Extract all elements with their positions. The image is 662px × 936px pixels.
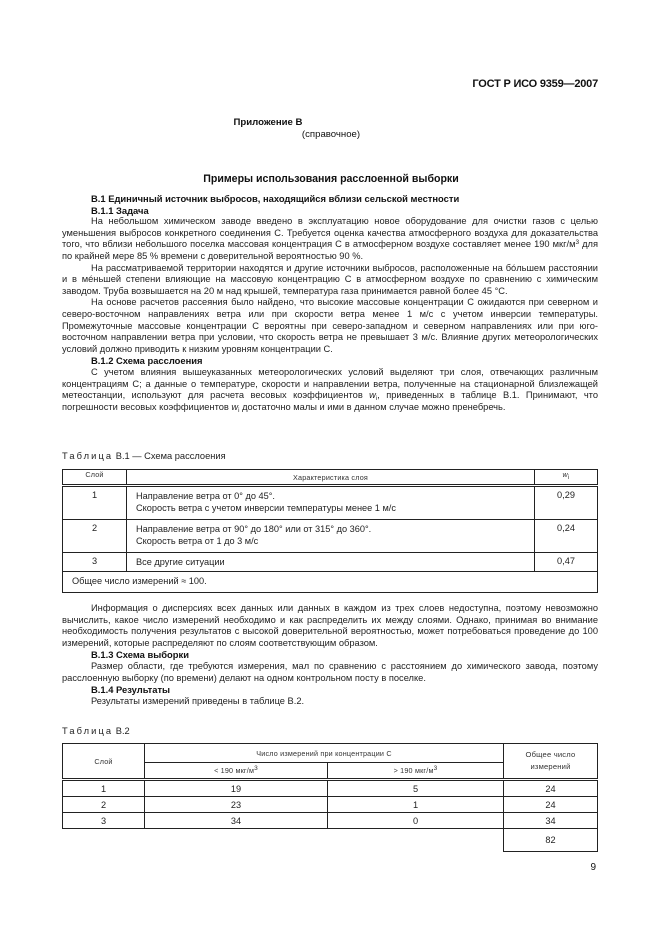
col-header-layer: Слой bbox=[63, 470, 127, 486]
paragraph: На небольшом химическом заводе введено в эксплуатацию новое оборудование для очистки газов с целью уменьшения выбросов конкретного соединения С. Требуется оценка качества атмосферного воздуха для доказательства того, что вблизи небольшого поселка массовая концентрация С в атмосферном воздухе составляет менее 190 мкг/$м^3$ для по крайней мере 85 % времени с доверительной вероятностью 90 %. bbox=[62, 216, 599, 261]
section-heading-b1: B.1 Единичный источник выбросов, находящийся вблизи сельской местности bbox=[91, 193, 460, 204]
paragraph: Информация о дисперсиях всех данных или данных в каждом из трех слоев недоступна, поэтому невозможно вычислить, какое число измерений необходимо и как распределить их между слоями. Однако, принимая во внимание необходимость получения результатов с высокой доверительной вероятностью, может потребоваться проведение до 100 измерений, которые распределяют по слоям соответствующим образом. bbox=[62, 603, 598, 648]
col-header-total: Общее число измерений bbox=[504, 744, 598, 780]
table-row: 2 Направление ветра от 90° до 180° или от 315° до 360°. Скорость ветра от 1 до 3 м/с 0,24 bbox=[63, 520, 598, 553]
section-b13-b14 bbox=[62, 603, 598, 707]
table-footer-row: Общее число измерений ≈ 100. bbox=[63, 572, 598, 593]
grand-total-row bbox=[63, 829, 598, 852]
running-header: ГОСТ Р ИСО 9359—2007 bbox=[472, 78, 598, 90]
paragraph: На основе расчетов рассеяния было найдено, что высокие массовые концентрации С ожидаются при северном и северо-восточном направлениях ветра или при скорости ветра менее 1 м/с с учетом инверсии температуры. Промежуточные массовые концентрации С вероятны при северо-западном и северном направлениях или при юго-восточном направлении ветра при условии, что скорость ветра не превышает 3 м/с. Влияние других метеорологических условий должно приводить к низким уровням концентрации С. bbox=[62, 297, 598, 354]
paragraph: Результаты измерений приведены в таблице B.2. bbox=[91, 695, 305, 706]
col-header-weight: $w_i$ bbox=[535, 470, 598, 486]
col-header-lt-190: < 190 мкг/$м^3$ bbox=[145, 763, 328, 780]
subsection-heading-b11: B.1.1 Задача bbox=[91, 204, 149, 216]
paragraph: С учетом влияния вышеуказанных метеорологических условий выделяют три слоя, отвечающих различным концентрациям С; а данные о температуре, скорости и направлении ветра, полученные на стационарной близлежащей метеостанции, используют для расчета весовых коэффициентов $w_i$, приведенных в таблице B.1. Принимают, что погрешности весовых коэффициентов $w_i$ достаточно малы и ими в данном случае можно пренебречь. bbox=[62, 366, 598, 414]
table-b2 bbox=[62, 743, 598, 852]
col-header-gt-190: > 190 мкг/$м^3$ bbox=[328, 763, 504, 780]
col-header-description: Характеристика слоя bbox=[127, 470, 535, 486]
annex-title: Приложение B bbox=[233, 117, 303, 128]
page-title: Примеры использования расслоенной выборки bbox=[203, 173, 459, 185]
table-row: 1 Направление ветра от 0° до 45°. Скорость ветра с учетом инверсии температуры менее 1 м/с 0,29 bbox=[63, 486, 598, 520]
annex-status: (справочное) bbox=[301, 129, 361, 140]
table-row: 2 23 1 24 bbox=[63, 797, 598, 813]
page-number: 9 bbox=[590, 862, 596, 873]
col-header-layer: Слой bbox=[63, 744, 145, 780]
subsection-heading-b14: B.1.4 Результаты bbox=[91, 684, 171, 696]
table-b2-caption: Таблица B.2 bbox=[62, 726, 130, 736]
paragraph: На рассматриваемой территории находятся и другие источники выбросов, расположенные на бóльшем расстоянии и в мéньшей степени влияющие на массовую концентрацию С в атмосферном воздухе по сравнению с химическим заводом. Труба возвышается на 20 м над крышей, температура газа принимается равной более 45 °C. bbox=[62, 262, 598, 296]
subsection-heading-b12: B.1.2 Схема расслоения bbox=[91, 355, 203, 367]
subsection-heading-b13: B.1.3 Схема выборки bbox=[91, 649, 189, 661]
table-b1-caption: Таблица B.1 — Схема расслоения bbox=[62, 451, 226, 461]
table-row: 3 34 0 34 bbox=[63, 813, 598, 829]
section-b1 bbox=[62, 193, 598, 413]
grand-total: 82 bbox=[504, 829, 598, 852]
paragraph: Размер области, где требуются измерения, мал по сравнению с расстоянием до химического завода, поэтому расслоенную выборку (по времени) делают на одном контрольном посту в поселке. bbox=[62, 660, 598, 683]
annex-heading bbox=[0, 117, 662, 141]
table-row: 3 Все другие ситуации 0,47 bbox=[63, 553, 598, 572]
table-row: 1 19 5 24 bbox=[63, 780, 598, 797]
table-b1 bbox=[62, 469, 598, 593]
col-header-group: Число измерений при концентрации С bbox=[145, 744, 504, 763]
